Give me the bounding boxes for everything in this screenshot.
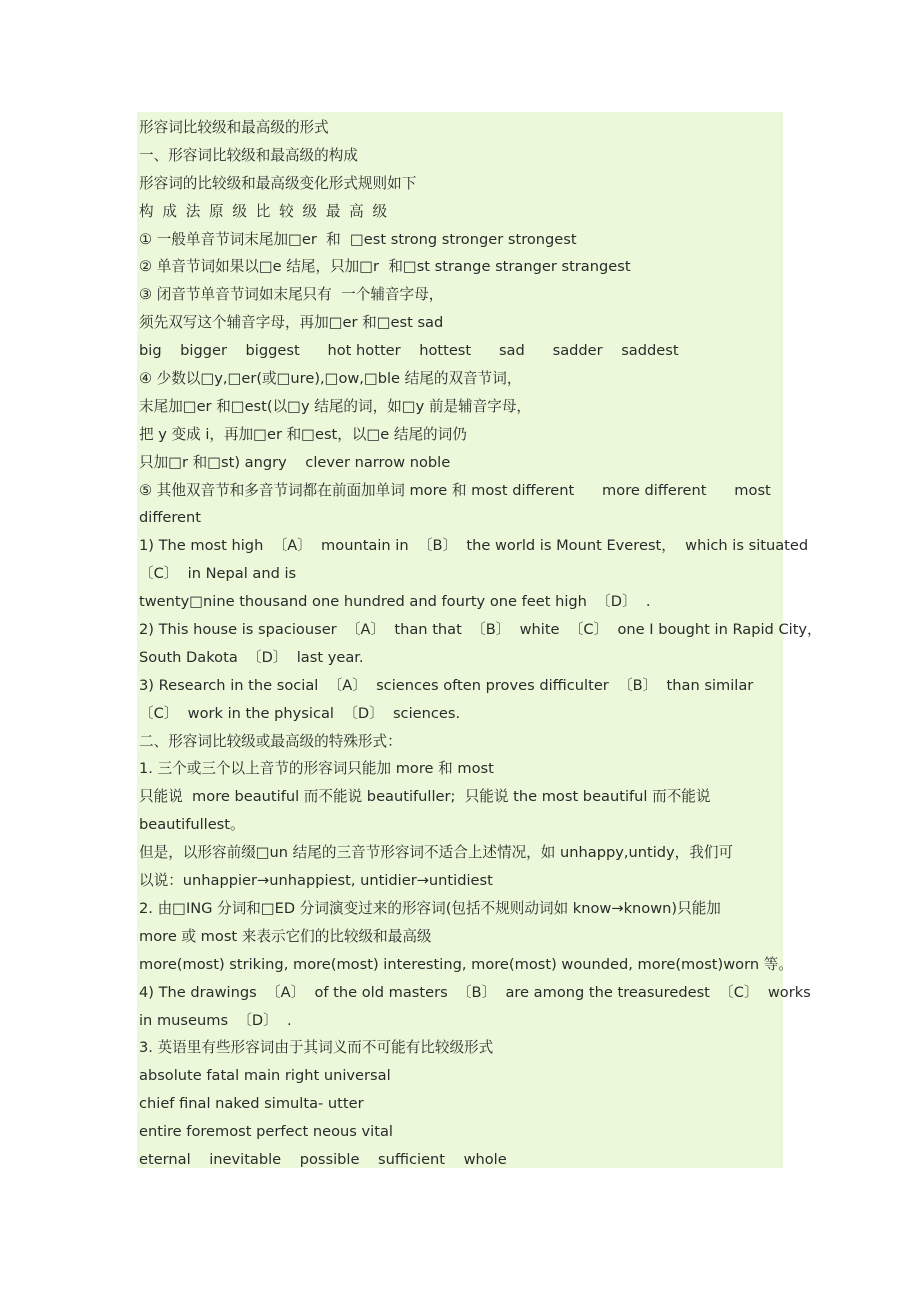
exercise-4: 4) The drawings 〔A〕 of the old masters 〔B〕 are among the treasuredest 〔C〕 works [139,983,811,1001]
rule-2: ② 单音节词如果以□e 结尾，只加□r 和□st strange stranger strangest [139,258,631,276]
example-line: big bigger biggest hot hotter hottest sad sadder saddest [139,342,679,360]
table-header-line: 构成法原级比较级最高级 [139,202,396,220]
doc-line: in museums 〔D〕 . [139,1011,292,1029]
rule-1: ① 一般单音节词末尾加□er 和 □est strong stronger strongest [139,230,577,248]
doc-line: more 或 most 来表示它们的比较级和最高级 [139,927,432,945]
doc-line: different [139,509,201,527]
doc-title: 形容词比较级和最高级的形式 [139,119,329,136]
special-rule-1: 1. 三个或三个以上音节的形容词只能加 more 和 most [139,760,494,778]
doc-line: South Dakota 〔D〕 last year. [139,648,364,666]
doc-line: 但是，以形容前缀□un 结尾的三音节形容词不适合上述情况，如 unhappy,untidy，我们可 [139,844,734,862]
doc-line: 把 y 变成 i，再加□er 和□est，以□e 结尾的词仍 [139,425,467,443]
exercise-3: 3) Research in the social 〔A〕 sciences often proves difficulter 〔B〕 than similar [139,676,754,694]
special-rule-2: 2. 由□ING 分词和□ED 分词演变过来的形容词(包括不规则动词如 know→known)只能加 [139,899,721,917]
section-heading-1: 一、形容词比较级和最高级的构成 [139,146,358,164]
doc-line: 形容词的比较级和最高级变化形式规则如下 [139,174,417,192]
doc-line: twenty□nine thousand one hundred and fourty one feet high 〔D〕 . [139,593,651,611]
doc-line: 〔C〕 work in the physical 〔D〕 sciences. [139,704,461,722]
rule-5: ⑤ 其他双音节和多音节词都在前面加单词 more 和 most different more different most [139,481,771,499]
word-list-line: chief final naked simulta- utter [139,1095,364,1113]
doc-line: 末尾加□er 和□est(以□y 结尾的词，如□y 前是辅音字母， [139,397,532,415]
word-list-line: eternal inevitable possible sufficient whole [139,1150,507,1168]
rule-4: ④ 少数以□y,□er(或□ure),□ow,□ble 结尾的双音节词， [139,370,522,388]
doc-line: 只加□r 和□st) angry clever narrow noble [139,453,451,471]
doc-line: beautifullest。 [139,816,245,834]
document-body [139,114,822,1174]
doc-line: more(most) striking, more(most) interesting, more(most) wounded, more(most)worn 等。 [139,955,793,973]
word-list-line: entire foremost perfect neous vital [139,1123,393,1141]
rule-3: ③ 闭音节单音节词如末尾只有 一个辅音字母， [139,286,444,304]
word-list-line: absolute fatal main right universal [139,1067,391,1085]
doc-line: 须先双写这个辅音字母，再加□er 和□est sad [139,314,444,332]
exercise-2: 2) This house is spaciouser 〔A〕 than that 〔B〕 white 〔C〕 one I bought in Rapid City， [139,621,822,639]
doc-line: 以说：unhappier→unhappiest, untidier→untidiest [139,872,493,890]
special-rule-3: 3. 英语里有些形容词由于其词义而不可能有比较级形式 [139,1039,494,1057]
exercise-1: 1) The most high 〔A〕 mountain in 〔B〕 the world is Mount Everest， which is situated [139,537,809,555]
doc-line: 〔C〕 in Nepal and is [139,565,297,583]
section-heading-2: 二、形容词比较级或最高级的特殊形式： [139,732,402,750]
doc-line: 只能说 more beautiful 而不能说 beautifuller; 只能说 the most beautiful 而不能说 [139,788,711,806]
